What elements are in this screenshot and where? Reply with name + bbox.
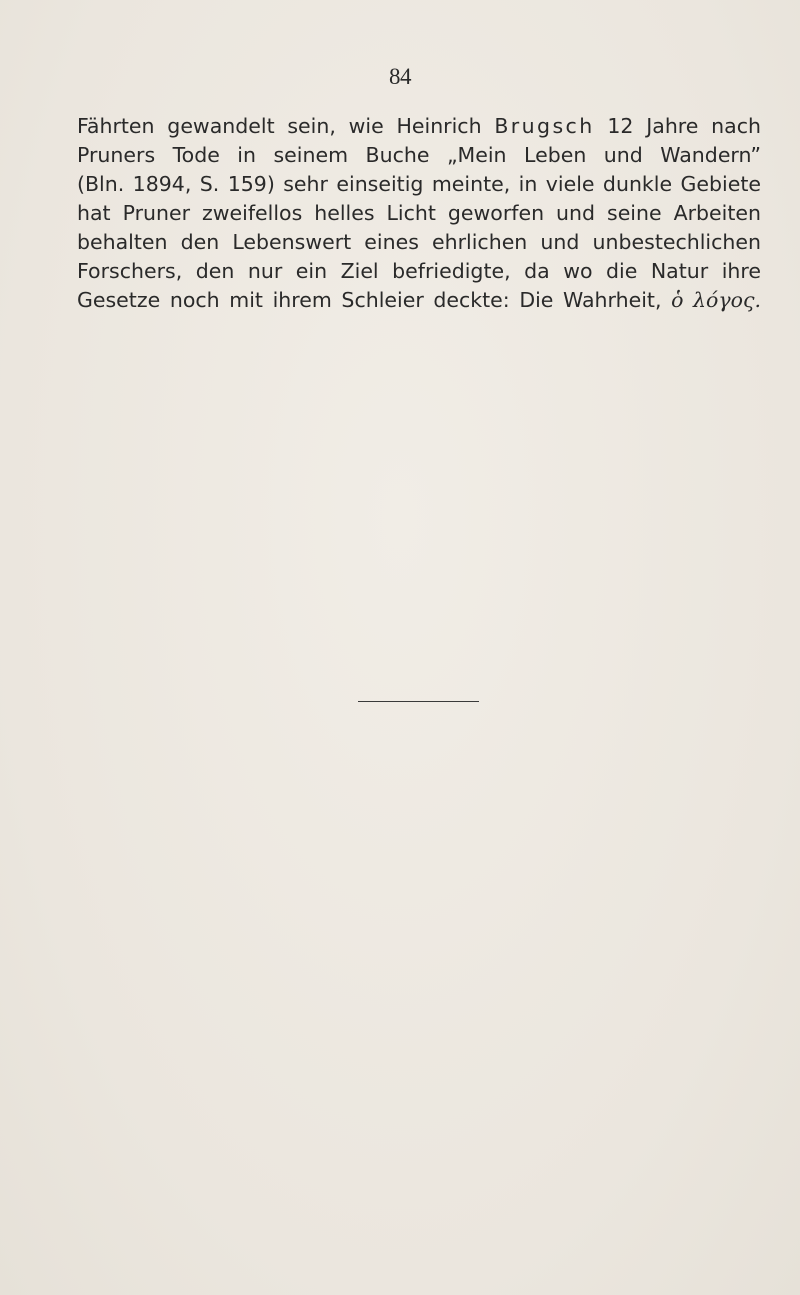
text-line-6: Forschers, den nur ein Ziel befriedigte, da wo die Natur ihre [77,259,761,283]
text-line-1 [77,112,761,141]
text-line-1-start: Fährten gewandelt sein, wie Heinrich [77,114,495,138]
text-line-3: (Bln. 1894, S. 159) sehr einseitig meinte, in viele dunkle Gebiete [77,172,761,196]
text-line-5: behalten den Lebenswert eines ehrlichen und unbestechlichen [77,230,761,254]
text-line-1-end: 12 Jahre nach [594,114,761,138]
body-paragraph [77,112,761,315]
spaced-name-brugsch: Brugsch [494,114,595,138]
greek-logos: ὁ λόγος. [671,288,761,312]
text-line-7 [77,286,761,315]
section-divider-rule [358,701,479,702]
page-number: 84 [389,64,411,89]
text-line-7-start: Gesetze noch mit ihrem Schleier deckte: Die Wahrheit, [77,288,672,312]
text-line-4: hat Pruner zweifellos helles Licht geworfen und seine Arbeiten [77,201,761,225]
text-line-2: Pruners Tode in seinem Buche „Mein Leben und Wandern” [77,143,761,167]
